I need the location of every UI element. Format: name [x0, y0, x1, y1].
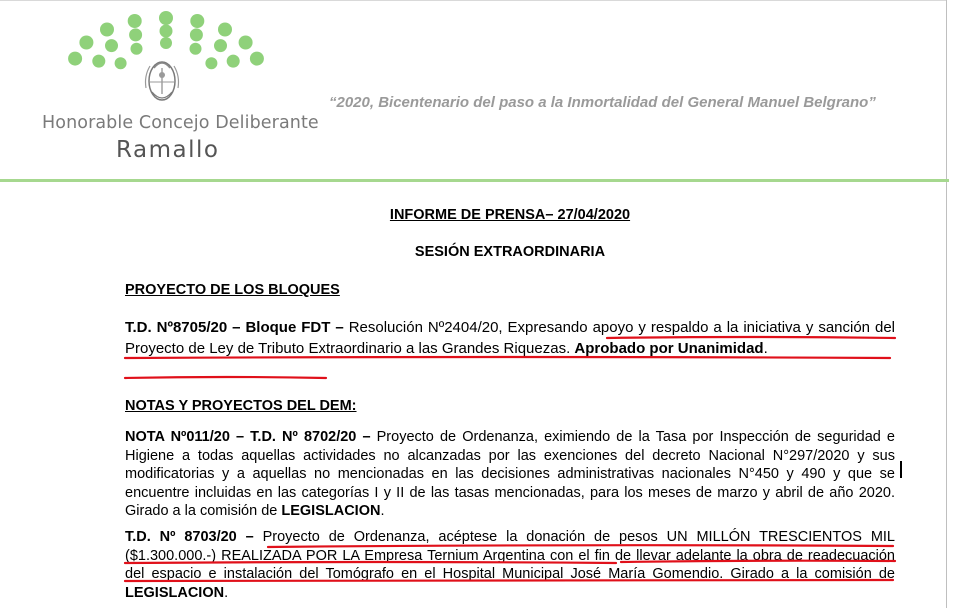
- logo-dot: [160, 37, 172, 49]
- section-heading-dem: NOTAS Y PROYECTOS DEL DEM:: [125, 398, 357, 414]
- logo-dot: [128, 14, 142, 28]
- logo-dot: [239, 36, 253, 50]
- item-text: Resolución Nº2404/20, Expresando apoyo y respaldo a la iniciativa y sanción del Proyecto de Ley de Tributo Extraordinario a las Grandes Riquezas.: [125, 319, 896, 357]
- logo-dot: [250, 52, 264, 66]
- item-text: Proyecto de Ordenanza, acéptese la donación de pesos UN MILLÓN TRESCIENTOS MIL ($1.300.000.-) REALIZADA POR LA Empresa Ternium Argentina con el fin de llevar adelante la obra de readecuación del espacio e instalación del Tomógrafo en el Hospital Municipal José María Gomendio. Girado a la comisión de: [125, 529, 895, 582]
- logo-dot: [227, 55, 240, 68]
- logo-dot: [105, 39, 118, 52]
- motto-text: “2020, Bicentenario del paso a la Inmortalidad del General Manuel Belgrano”: [329, 94, 876, 111]
- logo-dot: [190, 43, 202, 55]
- logo-dot: [100, 23, 114, 37]
- logo-dot: [92, 55, 105, 68]
- item-committee: LEGISLACION: [125, 584, 225, 601]
- logo-dot: [205, 57, 217, 69]
- item-ref: T.D. Nº8705/20 – Bloque FDT –: [125, 319, 344, 336]
- logo-dot: [159, 11, 173, 25]
- org-city: Ramallo: [116, 137, 220, 163]
- logo-dot: [160, 25, 173, 38]
- item-ref: T.D. Nº 8703/20 –: [125, 529, 254, 545]
- item-td-8705: [125, 318, 895, 359]
- item-end: .: [224, 584, 229, 601]
- header-green-rule: [0, 179, 949, 182]
- logo-dot: [214, 39, 227, 52]
- item-td-8703: [125, 528, 895, 602]
- logo-dot: [218, 23, 232, 37]
- logo-dot: [68, 52, 82, 66]
- hcd-logo: [40, 0, 319, 165]
- section-heading-bloques: PROYECTO DE LOS BLOQUES: [125, 282, 340, 298]
- logo-dot: [115, 57, 127, 69]
- logo-dot: [129, 28, 142, 41]
- coat-of-arms-icon: [146, 62, 179, 100]
- red-underline: [125, 377, 326, 378]
- page-right-border: [946, 0, 947, 608]
- item-ref: NOTA Nº011/20 – T.D. Nº 8702/20 –: [125, 429, 371, 445]
- logo-dot-arc: [68, 11, 264, 69]
- item-result: Aprobado por Unanimidad: [574, 339, 764, 357]
- item-end: .: [380, 503, 385, 519]
- org-name: Honorable Concejo Deliberante: [42, 113, 319, 133]
- logo-dot: [131, 43, 143, 55]
- text-cursor: [900, 461, 902, 478]
- item-committee: LEGISLACION: [281, 503, 381, 519]
- logo-dot: [190, 14, 204, 28]
- item-end: .: [763, 339, 768, 357]
- document-subtitle: SESIÓN EXTRAORDINARIA: [414, 244, 606, 260]
- logo-dot: [79, 36, 93, 50]
- item-nota-011: [125, 428, 895, 521]
- logo-dot: [190, 28, 203, 41]
- item-text: Proyecto de Ordenanza, eximiendo de la Tasa por Inspección de seguridad e Higiene a todas aquellas actividades no alcanzadas por las exenciones del decreto Nacional N°297/2020 y sus modificatorias y a aquellas no mencionadas en las decisiones administrativas nacionales N°450 y 490 y que se encuentre incluidas en las categorías I y II de las tasas mencionadas, para los meses de marzo y abril de año 2020. Girado a la comisión de: [125, 429, 895, 519]
- document-title: INFORME DE PRENSA– 27/04/2020: [389, 207, 631, 223]
- logo-graphic: [40, 0, 310, 110]
